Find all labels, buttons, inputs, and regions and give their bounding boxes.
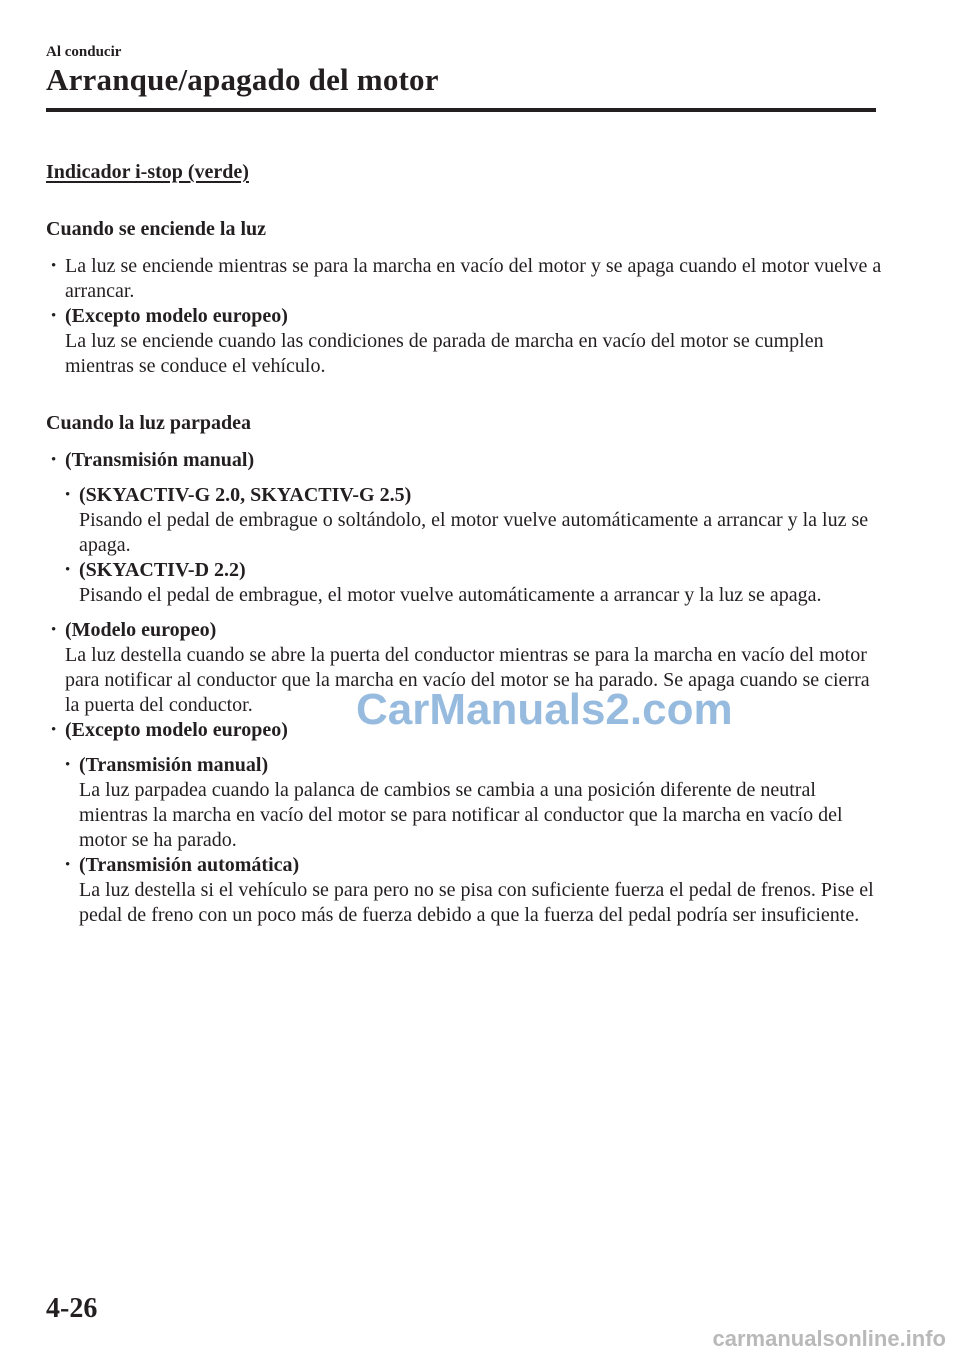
section-label: Al conducir — [46, 44, 122, 60]
list-item — [46, 254, 886, 304]
list-item — [60, 853, 886, 928]
page-number: 4-26 — [46, 1293, 98, 1324]
bullet-title: • (Excepto modelo europeo) — [65, 719, 288, 741]
list-item — [60, 483, 886, 558]
bullet-text: La luz se enciende cuando las condiciones de parada de marcha en vacío del motor se cumplen mientras se conduce el vehículo. — [65, 330, 824, 377]
bullet-text: La luz destella cuando se abre la puerta del conductor mientras se para la marcha en vacío del motor para notificar al conductor que la marcha en vacío del motor se ha parado. Se apaga cuando se cierra la puerta del conductor. — [65, 644, 870, 716]
bullet-title: • (Modelo europeo) — [65, 619, 217, 641]
subheading-light-flash: Cuando la luz parpadea — [46, 412, 252, 434]
bullet-title: • (Transmisión manual) — [65, 449, 255, 471]
bullet-title: • (Excepto modelo europeo) — [65, 305, 288, 327]
bullet-title: • (SKYACTIV-G 2.0, SKYACTIV-G 2.5) — [79, 484, 412, 506]
bullet-title: • (Transmisión automática) — [79, 854, 300, 876]
bullet-title: • (SKYACTIV-D 2.2) — [79, 559, 246, 581]
list-item — [46, 448, 886, 473]
title-divider — [46, 108, 876, 112]
list-item — [46, 304, 886, 379]
list-item — [60, 753, 886, 853]
watermark-logo: CarManuals2.com — [356, 685, 733, 734]
main-heading: Indicador i-stop (verde) — [46, 161, 249, 183]
page-content — [46, 160, 886, 928]
watermark-site: carmanualsonline.info — [712, 1326, 946, 1351]
bullet-text: La luz destella si el vehículo se para pero no se pisa con suficiente fuerza el pedal de frenos. Pise el pedal de freno con un poco más de fuerza debido a que la fuerza del pedal podría ser insuficiente. — [79, 879, 874, 926]
bullet-text: Pisando el pedal de embrague, el motor vuelve automáticamente a arrancar y la luz se apaga. — [79, 584, 822, 606]
list-item — [60, 558, 886, 608]
bullet-text: La luz parpadea cuando la palanca de cambios se cambia a una posición diferente de neutral mientras la marcha en vacío del motor se para notificar al conductor que la marcha en vacío del motor se ha parado. — [79, 779, 843, 851]
subheading-light-on: Cuando se enciende la luz — [46, 218, 267, 240]
bullet-title: • (Transmisión manual) — [79, 754, 269, 776]
bullet-text: La luz se enciende mientras se para la marcha en vacío del motor y se apaga cuando el motor vuelve a arrancar. — [65, 255, 882, 302]
bullet-text: Pisando el pedal de embrague o soltándolo, el motor vuelve automáticamente a arrancar y la luz se apaga. — [79, 509, 869, 556]
page-title: Arranque/apagado del motor — [46, 62, 439, 97]
